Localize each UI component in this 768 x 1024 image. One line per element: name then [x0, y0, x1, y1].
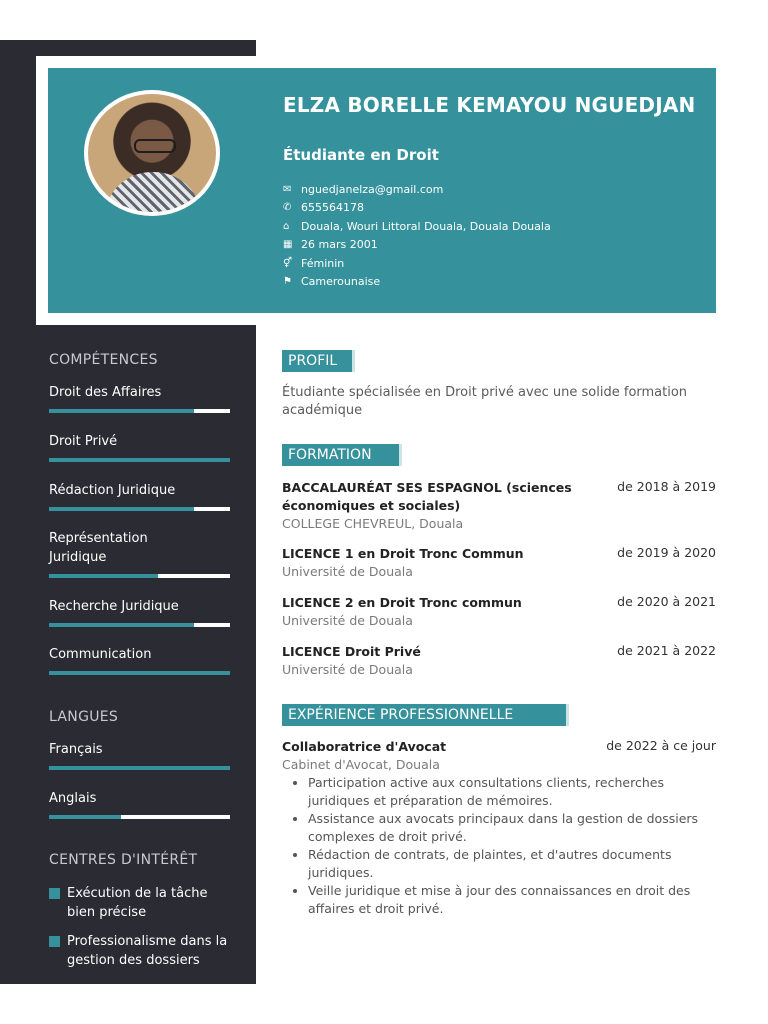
- bullet-square-icon: [49, 888, 60, 899]
- formation-school: Université de Douala: [282, 613, 413, 628]
- skill-item: [49, 432, 230, 451]
- person-name: ELZA BORELLE KEMAYOU NGUEDJAN: [283, 93, 696, 117]
- skill-bar-fill: [49, 507, 194, 511]
- interests-heading: CENTRES D'INTÉRÊT: [49, 852, 198, 868]
- bullet-square-icon: [49, 936, 60, 947]
- skills-heading: COMPÉTENCES: [49, 352, 158, 368]
- avatar: [88, 94, 216, 212]
- skill-label: Rédaction Juridique: [49, 483, 176, 498]
- info-phone: [283, 199, 703, 218]
- contact-info: [283, 180, 703, 291]
- skill-bar-fill: [49, 458, 230, 462]
- interest-text: Exécution de la tâche bien précise: [67, 886, 208, 920]
- language-bar-fill: [49, 766, 230, 770]
- skill-item: [49, 597, 230, 616]
- skill-item: [49, 481, 230, 500]
- birthdate-text: 26 mars 2001: [301, 238, 378, 252]
- nationality-text: Camerounaise: [301, 275, 381, 289]
- info-gender: [283, 254, 703, 273]
- formation-school: Université de Douala: [282, 564, 413, 579]
- skill-bar: [49, 623, 230, 627]
- formation-date: de 2021 à 2022: [617, 643, 716, 658]
- experience-role: Collaboratrice d'Avocat: [282, 739, 447, 754]
- skill-bar-fill: [49, 623, 194, 627]
- language-bar-fill: [49, 815, 121, 819]
- language-label: Anglais: [49, 791, 97, 806]
- languages-heading: LANGUES: [49, 709, 119, 725]
- glasses-shape: [134, 139, 176, 153]
- list-item: • Rédaction de contrats, de plaintes, et d'autres documents juridiques.: [308, 846, 716, 882]
- shirt-shape: [104, 172, 202, 212]
- language-label: Français: [49, 742, 103, 757]
- info-birthdate: [283, 236, 703, 255]
- experience-company: Cabinet d'Avocat, Douala: [282, 757, 440, 772]
- calendar-icon: ▦: [283, 239, 293, 251]
- skill-label: Représentation Juridique: [49, 531, 148, 565]
- skill-item: [49, 383, 230, 402]
- gender-icon: ⚥: [283, 257, 293, 269]
- list-item: • Assistance aux avocats principaux dans la gestion de dossiers complexes de droit privé.: [308, 810, 716, 846]
- phone-icon: ✆: [283, 202, 292, 214]
- language-item: [49, 740, 230, 759]
- experience-heading: EXPÉRIENCE PROFESSIONNELLE: [282, 704, 566, 726]
- list-item: • Veille juridique et mise à jour des connaissances en droit des affaires et droit privé.: [308, 882, 716, 918]
- info-nationality: [283, 273, 703, 292]
- formation-title: LICENCE 1 en Droit Tronc Commun: [282, 546, 524, 561]
- list-item: • Participation active aux consultations clients, recherches juridiques et préparation de mémoires.: [308, 774, 716, 810]
- profile-photo: [84, 90, 220, 216]
- language-bar: [49, 815, 230, 819]
- experience-bullets: [282, 774, 716, 918]
- formation-heading: FORMATION: [282, 444, 399, 466]
- skill-bar: [49, 409, 230, 413]
- skill-bar-fill: [49, 409, 194, 413]
- skill-bar-fill: [49, 671, 230, 675]
- skill-item: [49, 529, 230, 567]
- formation-school: Université de Douala: [282, 662, 413, 677]
- formation-date: de 2019 à 2020: [617, 545, 716, 560]
- envelope-icon: ✉: [283, 183, 292, 195]
- email-text: nguedjanelza@gmail.com: [301, 182, 444, 196]
- skill-bar-fill: [49, 574, 158, 578]
- address-text: Douala, Wouri Littoral Douala, Douala Douala: [301, 219, 551, 233]
- interest-item: [49, 884, 239, 922]
- formation-date: de 2020 à 2021: [617, 594, 716, 609]
- skill-label: Droit des Affaires: [49, 385, 162, 400]
- skill-bar: [49, 507, 230, 511]
- skill-label: Communication: [49, 647, 152, 662]
- experience-date: de 2022 à ce jour: [606, 738, 716, 753]
- info-email: [283, 180, 703, 199]
- interest-text: Professionalisme dans la gestion des dossiers: [67, 934, 228, 968]
- profil-heading: PROFIL: [282, 350, 352, 372]
- gender-text: Féminin: [301, 256, 345, 270]
- job-title: Étudiante en Droit: [283, 146, 439, 164]
- language-bar: [49, 766, 230, 770]
- skill-bar: [49, 671, 230, 675]
- formation-item: [282, 594, 716, 630]
- phone-text: 655564178: [301, 201, 364, 215]
- profil-text: Étudiante spécialisée en Droit privé avec une solide formation académique: [282, 385, 688, 418]
- skill-item: [49, 645, 230, 664]
- skill-bar: [49, 458, 230, 462]
- flag-icon: ⚑: [283, 276, 292, 288]
- skill-label: Recherche Juridique: [49, 599, 179, 614]
- formation-item: [282, 479, 716, 533]
- experience-item: [282, 738, 716, 918]
- formation-item: [282, 643, 716, 679]
- skill-bar: [49, 574, 230, 578]
- formation-date: de 2018 à 2019: [617, 479, 716, 494]
- home-icon: ⌂: [283, 220, 290, 232]
- formation-school: COLLEGE CHEVREUL, Douala: [282, 516, 464, 531]
- formation-item: [282, 545, 716, 581]
- formation-title: LICENCE 2 en Droit Tronc commun: [282, 595, 522, 610]
- interest-item: [49, 932, 239, 970]
- formation-title: BACCALAURÉAT SES ESPAGNOL (sciences économiques et sociales): [282, 480, 572, 513]
- language-item: [49, 789, 230, 808]
- skill-label: Droit Privé: [49, 434, 118, 449]
- info-address: [283, 217, 703, 236]
- formation-title: LICENCE Droit Privé: [282, 644, 421, 659]
